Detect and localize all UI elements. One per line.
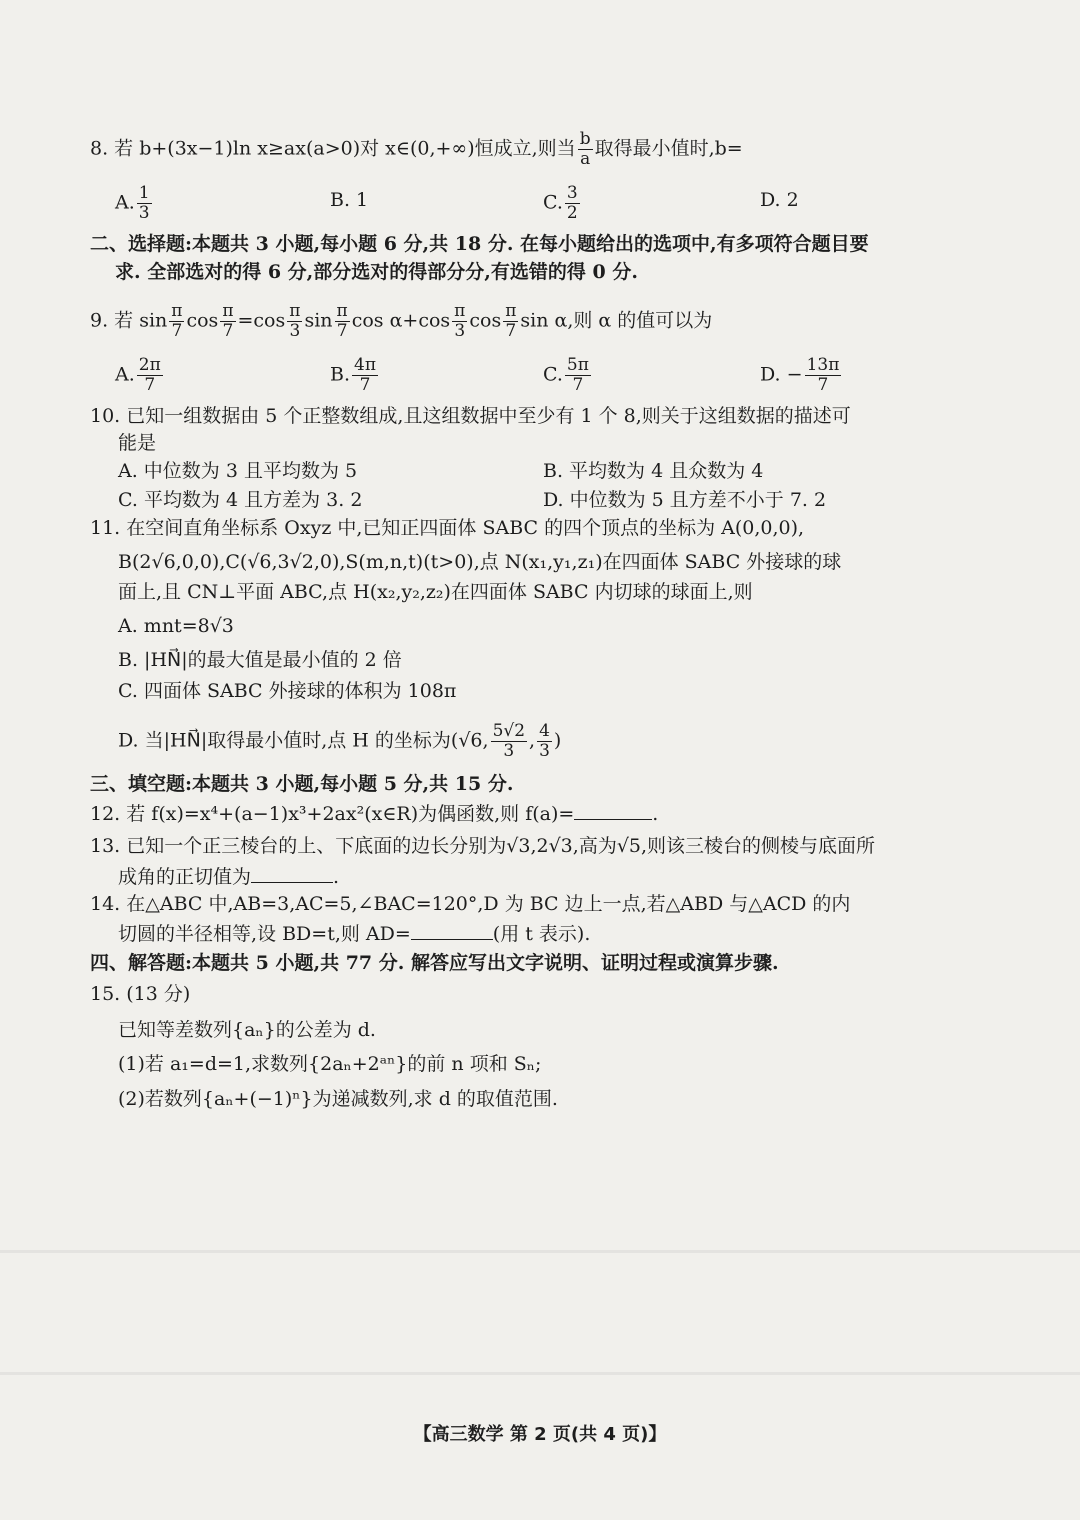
- q9-option-d-den: 7: [817, 375, 829, 395]
- q9-part-2: =cos: [237, 309, 286, 332]
- q9-option-a-fraction: [137, 356, 163, 395]
- question-14-line-1: 14. 在△ABC 中,AB=3,AC=5,∠BAC=120°,D 为 BC 边上一点,若△ABD 与△ACD 的内: [90, 893, 851, 915]
- q9-option-d-fraction: [805, 356, 842, 395]
- q10-option-a: A. 中位数为 3 且平均数为 5: [118, 460, 358, 482]
- section-4-heading: 四、解答题:本题共 5 小题,共 77 分. 解答应写出文字说明、证明过程或演算步骤.: [90, 952, 779, 974]
- q8-option-a: [115, 184, 154, 223]
- q9-f5-den: 3: [454, 321, 466, 341]
- question-11-line-1: 11. 在空间直角坐标系 Oxyz 中,已知正四面体 SABC 的四个顶点的坐标为 A(0,0,0),: [90, 517, 805, 539]
- q8-option-c-den: 2: [566, 203, 578, 223]
- q8-option-a-den: 3: [138, 203, 150, 223]
- question-10-line-2: 能是: [118, 432, 157, 454]
- question-13-line-2: [118, 862, 339, 891]
- q8-stem-part-b: 取得最小值时,b=: [594, 137, 743, 160]
- q8-option-b: B. 1: [330, 189, 369, 211]
- q9-part-5: cos: [469, 309, 502, 332]
- q9-option-c: [543, 356, 593, 395]
- question-13-line-1: 13. 已知一个正三棱台的上、下底面的边长分别为√3,2√3,高为√5,则该三棱台的侧棱与底面所: [90, 835, 876, 857]
- q14-stem-end: 切圆的半径相等,设 BD=t,则 AD=: [118, 923, 411, 945]
- page-footer: 【高三数学 第 2 页(共 4 页)】: [413, 1424, 667, 1445]
- section-2-heading-line-1: 二、选择题:本题共 3 小题,每小题 6 分,共 18 分. 在每小题给出的选项中,有多项符合题目要: [90, 233, 869, 255]
- q9-part-4: cos α+cos: [351, 309, 451, 332]
- q11-option-d-part-a: D. 当|HN⃗|取得最小值时,点 H 的坐标为(√6,: [118, 729, 489, 752]
- q11-option-d-part-b: ): [553, 729, 562, 752]
- q9-f4-den: 7: [336, 321, 348, 341]
- q11-d-f2-num: 4: [539, 721, 550, 741]
- q9-option-d: [760, 356, 843, 395]
- question-8-stem: [90, 130, 743, 169]
- question-10-line-1: 10. 已知一组数据由 5 个正整数组成,且这组数据中至少有 1 个 8,则关于这组数据的描述可: [90, 405, 851, 427]
- q8-frac-num: b: [579, 129, 591, 149]
- q9-part-0: 9. 若 sin: [90, 309, 168, 332]
- q11-d-f1-den: 3: [503, 741, 515, 761]
- q9-option-c-den: 7: [572, 375, 584, 395]
- q8-option-a-num: 1: [138, 183, 150, 203]
- q8-option-a-fraction: [137, 184, 152, 223]
- q9-fraction-1: [169, 302, 184, 341]
- section-3-heading: 三、填空题:本题共 3 小题,每小题 5 分,共 15 分.: [90, 773, 514, 795]
- q11-d-f2-den: 3: [539, 741, 550, 761]
- q11-option-c: C. 四面体 SABC 外接球的体积为 108π: [118, 680, 457, 702]
- q9-f6-den: 7: [505, 321, 517, 341]
- q8-fraction: [578, 130, 593, 169]
- q9-f2-num: π: [222, 301, 234, 321]
- q9-f3-num: π: [289, 301, 301, 321]
- q9-option-c-num: 5π: [566, 355, 589, 375]
- q8-option-c-label: C.: [543, 191, 563, 214]
- q9-option-b-label: B.: [330, 363, 351, 386]
- q9-option-c-label: C.: [543, 363, 563, 386]
- q9-option-b: [330, 356, 380, 395]
- section-2-heading-line-2: 求. 全部选对的得 6 分,部分选对的得部分分,有选错的得 0 分.: [115, 261, 638, 283]
- q13-period: .: [333, 866, 340, 888]
- q9-f2-den: 7: [222, 321, 234, 341]
- q9-option-a-den: 7: [144, 375, 156, 395]
- q11-option-d-fraction-2: [537, 722, 552, 761]
- question-15-part-1: (1)若 a₁=d=1,求数列{2aₙ+2ᵃⁿ}的前 n 项和 Sₙ;: [118, 1053, 542, 1075]
- q8-option-c-fraction: [565, 184, 580, 223]
- q9-option-d-num: 13π: [806, 355, 840, 375]
- question-11-line-2: B(2√6,0,0),C(√6,3√2,0),S(m,n,t)(t>0),点 N(x₁,y₁,z₁)在四面体 SABC 外接球的球: [118, 551, 842, 573]
- q9-option-a: [115, 356, 165, 395]
- question-11-line-3: 面上,且 CN⊥平面 ABC,点 H(x₂,y₂,z₂)在四面体 SABC 内切球的球面上,则: [118, 581, 753, 603]
- q8-option-c-num: 3: [566, 183, 578, 203]
- q9-option-b-den: 7: [359, 375, 371, 395]
- q9-f1-num: π: [171, 301, 183, 321]
- question-9-stem: [90, 302, 712, 341]
- q10-option-c: C. 平均数为 4 且方差为 3. 2: [118, 489, 363, 511]
- q10-option-b: B. 平均数为 4 且众数为 4: [543, 460, 764, 482]
- question-15-title: 15. (13 分): [90, 983, 191, 1005]
- q9-part-6: sin α,则 α 的值可以为: [520, 309, 713, 332]
- q11-d-f1-num: 5√2: [492, 721, 526, 741]
- q8-stem-part-a: 8. 若 b+(3x−1)ln x≥ax(a>0)对 x∈(0,+∞)恒成立,则当: [90, 137, 576, 160]
- q9-f6-num: π: [505, 301, 517, 321]
- q9-option-a-label: A.: [115, 363, 135, 386]
- q9-option-b-fraction: [352, 356, 378, 395]
- q9-f1-den: 7: [171, 321, 183, 341]
- q9-fraction-6: [503, 302, 518, 341]
- q13-answer-blank[interactable]: [251, 862, 333, 883]
- q9-f4-num: π: [336, 301, 348, 321]
- q11-option-d-fraction-1: [491, 722, 527, 761]
- q8-option-c: [543, 184, 582, 223]
- q9-part-3: sin: [304, 309, 333, 332]
- q9-option-b-num: 4π: [354, 355, 377, 375]
- q9-f5-num: π: [454, 301, 466, 321]
- q12-stem: 12. 若 f(x)=x⁴+(a−1)x³+2ax²(x∈R)为偶函数,则 f(a)=: [90, 803, 575, 825]
- q9-option-d-label: D. −: [760, 363, 803, 386]
- q9-fraction-3: [287, 302, 302, 341]
- question-15-part-2: (2)若数列{aₙ+(−1)ⁿ}为递减数列,求 d 的取值范围.: [118, 1088, 558, 1110]
- q9-fraction-5: [452, 302, 467, 341]
- q9-fraction-4: [335, 302, 350, 341]
- q9-f3-den: 3: [289, 321, 301, 341]
- q11-option-a: A. mnt=8√3: [118, 615, 234, 637]
- q12-period: .: [652, 803, 659, 825]
- q8-option-d: D. 2: [760, 189, 799, 211]
- q11-option-d: D. 当|HN⃗|取得最小值时,点 H 的坐标为(√6, $\frac{5√2}{3}$ , $\frac{4}{3}$ ): [118, 721, 562, 761]
- q13-stem-end: 成角的正切值为: [118, 866, 252, 888]
- question-14-line-2: [118, 919, 590, 948]
- q14-hint: (用 t 表示).: [492, 923, 591, 945]
- q9-option-a-num: 2π: [138, 355, 161, 375]
- q10-option-d: D. 中位数为 5 且方差不小于 7. 2: [543, 489, 827, 511]
- q11-option-b: B. |HN⃗|的最大值是最小值的 2 倍: [118, 649, 402, 671]
- question-12: [90, 799, 658, 828]
- q9-part-1: cos: [186, 309, 219, 332]
- q9-fraction-2: [220, 302, 235, 341]
- q12-answer-blank[interactable]: [574, 799, 652, 820]
- q9-option-c-fraction: [565, 356, 591, 395]
- question-15-stem: 已知等差数列{aₙ}的公差为 d.: [118, 1019, 376, 1041]
- q8-frac-den: a: [580, 149, 591, 169]
- q14-answer-blank[interactable]: [411, 919, 493, 940]
- q8-option-a-label: A.: [115, 191, 135, 214]
